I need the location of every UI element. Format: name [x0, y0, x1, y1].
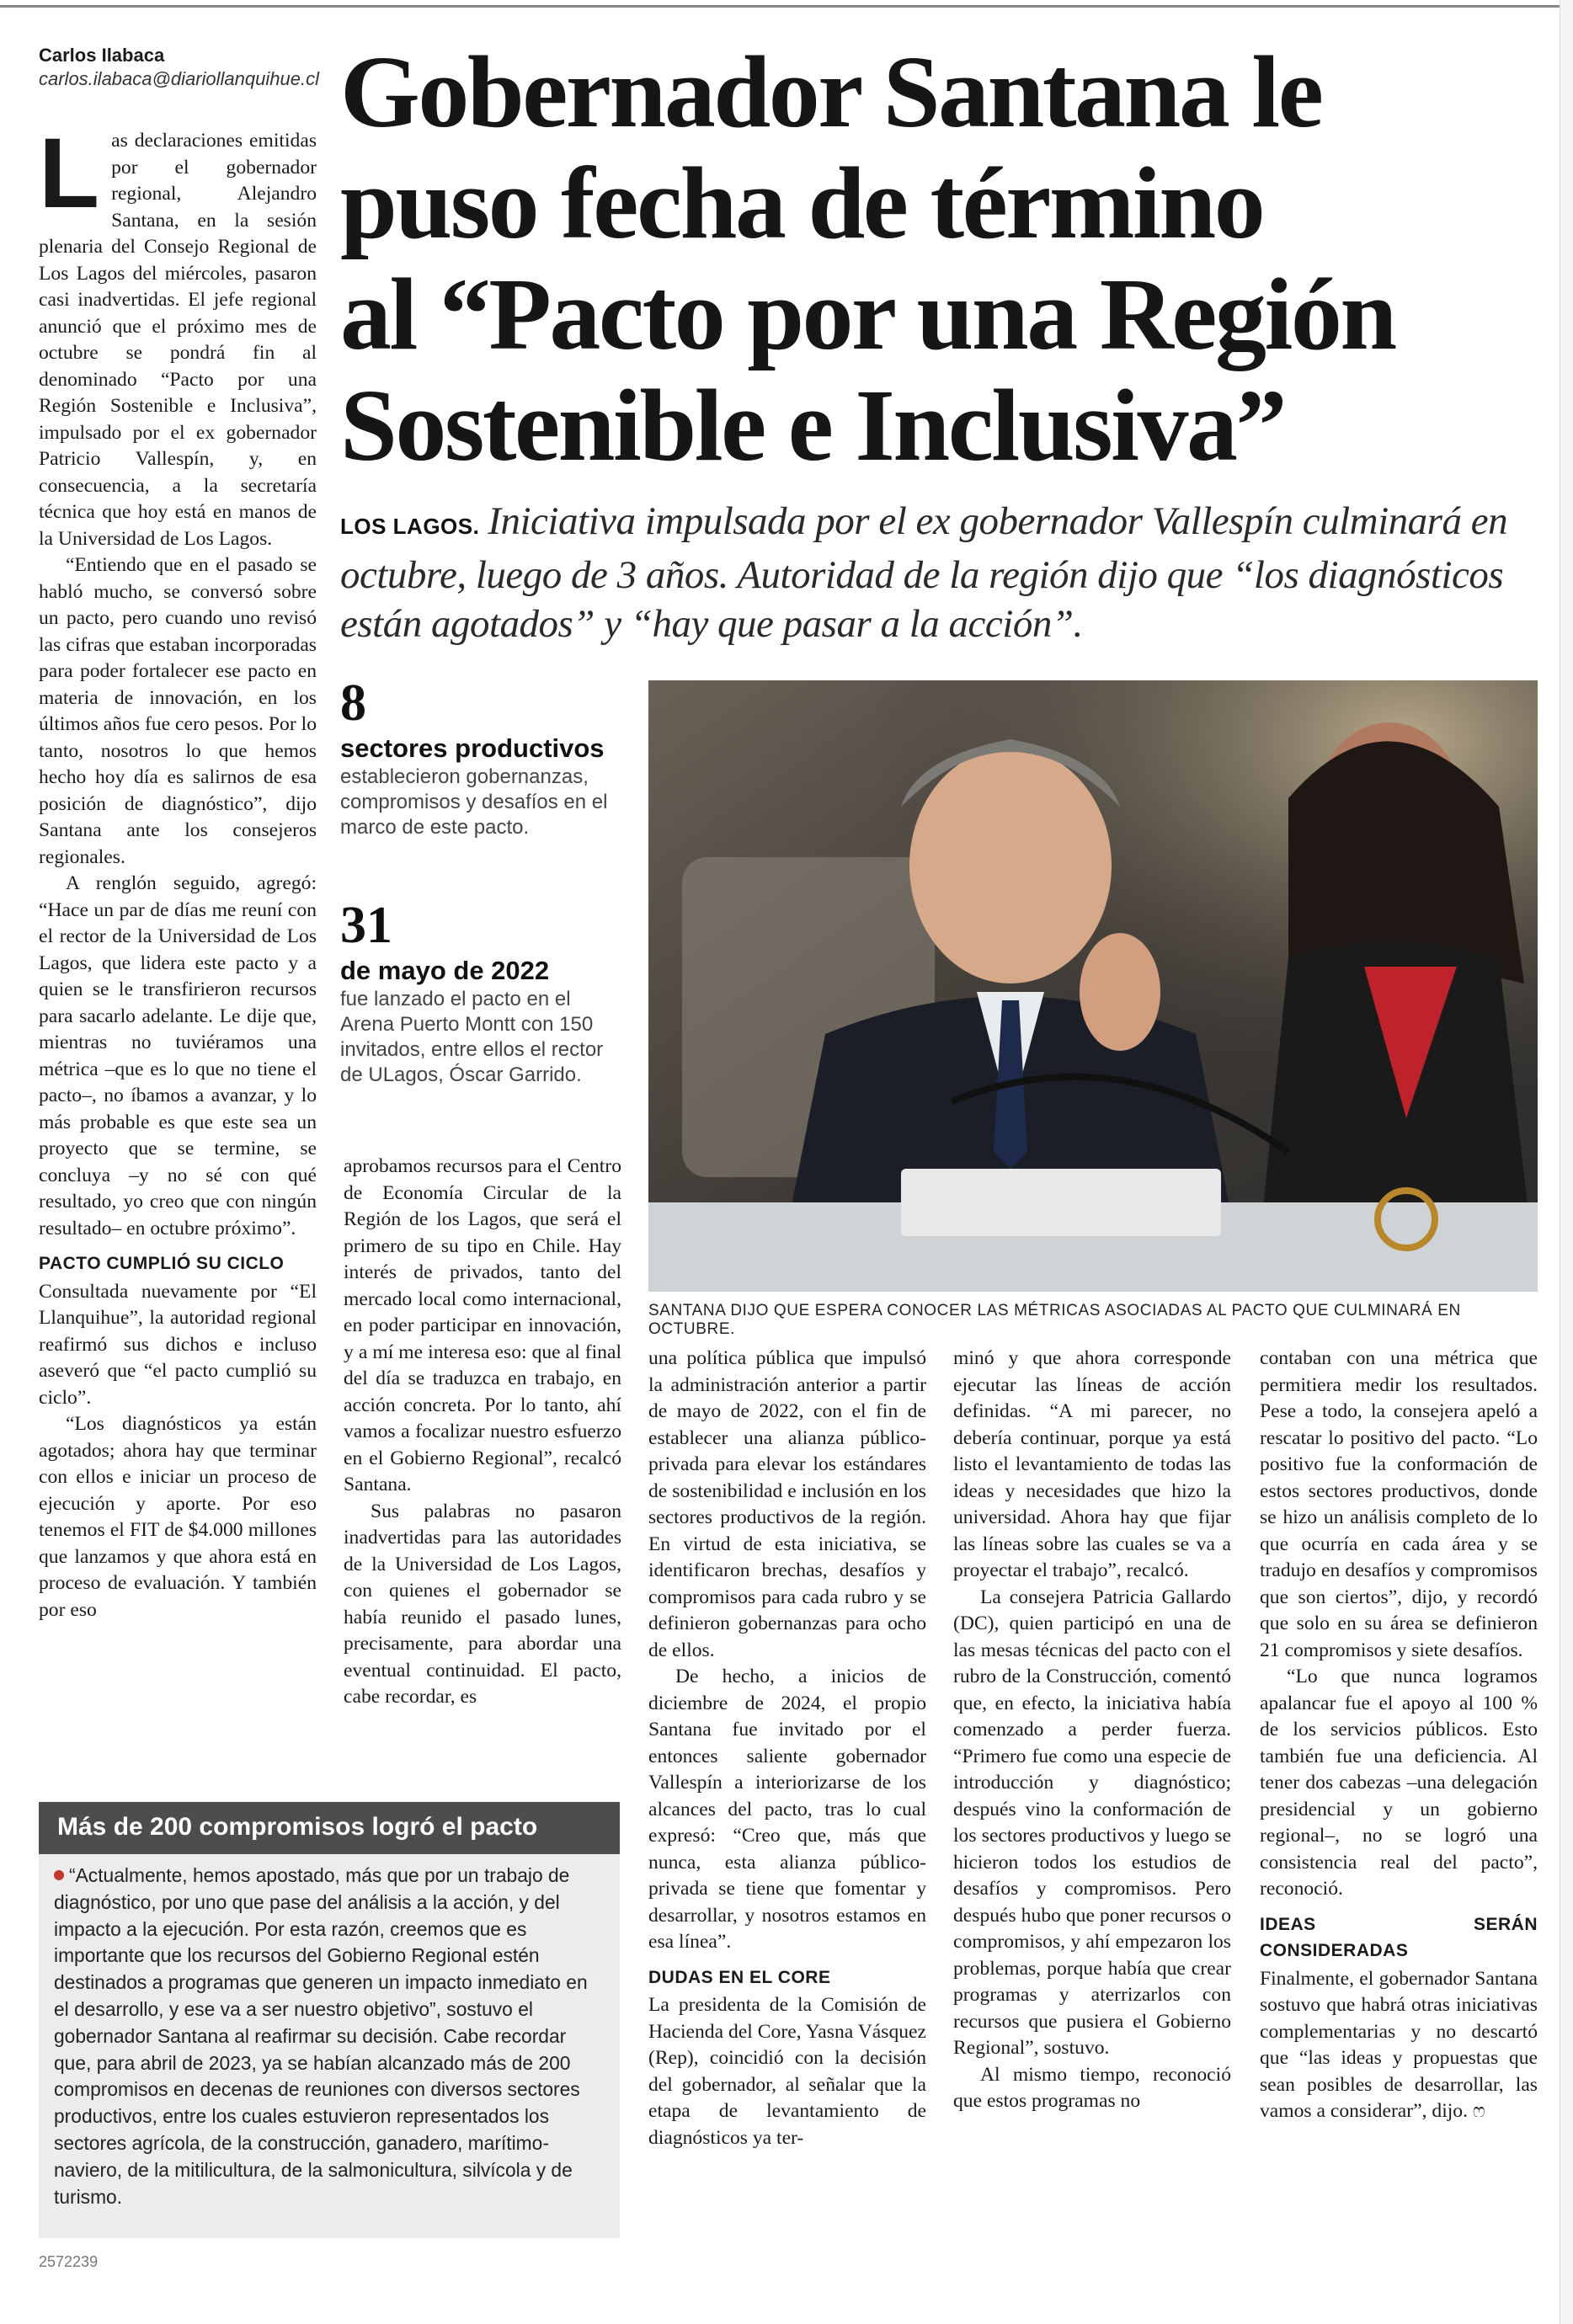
stat-number: 31	[340, 897, 392, 954]
stat-label: sectores productivos	[340, 733, 605, 763]
subhead-text: Iniciativa impulsada por el ex gobernador Vallespín culminará en octubre, luego de 3 años. Autoridad de la región dijo que “los diagnósticos están agotados” y “hay que pasar a la acción”.	[340, 499, 1508, 646]
headline-line: al “Pacto por una Región	[340, 258, 1395, 371]
paragraph: “Los diagnósticos ya están agotados; ahora hay que terminar con ellos e iniciar un proceso de ejecución y aporte. Por eso tenemos el FIT de $4.000 millones que lanzamos y que ahora está en proceso de evaluación. Y también por eso	[39, 1413, 317, 1621]
paragraph: A renglón seguido, agregó: “Hace un par de días me reuní con el rector de la Universidad de Los Lagos, que lidera este pacto y a quien se le transfirieron recursos para sacarlo adelante. Le dije que, mientras no tuviéramos una métrica –que es lo que no tiene el pacto–, no íbamos a avanzar, y lo más probable es que este sea un proyecto que se termine, se concluya –y no sé con qué resultado, yo creo que con ningún resultado– en octubre próximo”.	[39, 872, 317, 1239]
photo-illustration	[648, 680, 1538, 1292]
photo-caption: SANTANA DIJO QUE ESPERA CONOCER LAS MÉTRICAS ASOCIADAS AL PACTO QUE CULMINARÁ EN OCTUBRE.	[648, 1302, 1461, 1338]
laptop	[901, 1169, 1221, 1236]
section-heading: IDEAS SERÁN CONSIDERADAS	[1260, 1914, 1538, 1960]
headline-line: Sostenible e Inclusiva”	[340, 369, 1285, 482]
section-heading: PACTO CUMPLIÓ SU CICLO	[39, 1254, 285, 1273]
paragraph: minó y que ahora corresponde ejecutar las líneas de acción definidas. “A mi parecer, no debería continuar, porque ya está listo el levantamiento de todas las ideas y necesidades que hizo la universidad. Ahora hay que fijar las líneas sobre las cuales se va a proyectar el trabajo”, recalcó.	[953, 1347, 1231, 1581]
paragraph: “Lo que nunca logramos apalancar fue el apoyo al 100 % de los servicios públicos. Esto también fue una deficiencia. Al tener dos cabezas –una delegación presidencial y un gobierno regional–, no se logró una consistencia real del pacto”, reconoció.	[1260, 1666, 1538, 1900]
subhead	[340, 497, 1553, 648]
article-column-3	[648, 1346, 926, 2151]
person-hand	[1080, 933, 1160, 1051]
news-photo	[648, 680, 1538, 1292]
paragraph: La consejera Patricia Gallardo (DC), quien participó en una de las mesas técnicas del pacto con el rubro de la Construcción, comentó que, en efecto, la iniciativa había comenzado a perder fuerza. “Primero fue como una especie de introducción y diagnóstico; después vino la conformación de los sectores productivos y luego se hicieron todos los estudios de desafíos y compromisos. Pero después hubo que poner recursos o compromisos, y ahí empezaron los problemas, porque había que crear programas y aterrizarlos con recursos que pusiera el Gobierno Regional”, sostuvo.	[953, 1586, 1231, 2059]
bullet-icon	[54, 1870, 64, 1880]
headline-line: Gobernador Santana le	[340, 35, 1322, 149]
headline	[340, 37, 1553, 482]
paragraph: Sus palabras no pasaron inadvertidas para las autoridades de la Universidad de Los Lagos, con quienes el gobernador se había reunido el pasado lunes, precisamente, para abordar una eventual continuidad. El pacto, cabe recordar, es	[344, 1500, 621, 1708]
stat-description: fue lanzado el pacto en el Arena Puerto Montt con 150 invitados, entre ellos el rector de ULagos, Óscar Garrido.	[340, 988, 604, 1086]
top-rule	[0, 5, 1573, 8]
paragraph: Finalmente, el gobernador Santana sostuvo que habrá otras iniciativas complementarias y no descartó que “las ideas y propuestas que sean posibles de desarrollar, las vamos a considerar”, dijo. ෆ	[1260, 1967, 1538, 2122]
paragraph: La presidenta de la Comisión de Hacienda del Core, Yasna Vásquez (Rep), coincidió con la decisión del gobernador, al señalar que la etapa de levantamiento de diagnósticos ya ter-	[648, 1994, 926, 2149]
info-box-body	[54, 1863, 603, 2210]
paragraph: Consultada nuevamente por “El Llanquihue”, la autoridad regional reafirmó sus dichos e incluso aseveró que “el pacto cumplió su ciclo”.	[39, 1280, 317, 1409]
stat-description: establecieron gobernanzas, compromisos y desafíos en el marco de este pacto.	[340, 765, 608, 839]
paragraph: contaban con una métrica que permitiera medir los resultados. Pese a todo, la consejera apeló a rescatar lo positivo del pacto. “Lo positivo fue la conformación de estos sectores productivos, donde se hizo un análisis completo de lo que ocurría en cada área y se tradujo en desafíos y compromisos que son ciertos”, dijo, y recordó que solo en su área se definieron 21 compromisos y siete desafíos.	[1260, 1347, 1538, 1661]
article-column-5	[1260, 1346, 1538, 2125]
paragraph: Las declaraciones emitidas por el gobernador regional, Alejandro Santana, en la sesión plenaria del Consejo Regional de Los Lagos del miércoles, pasaron casi inadvertidas. El jefe regional anunció que el próximo mes de octubre se pondrá fin al denominado “Pacto por una Región Sostenible e Inclusiva”, impulsado por el ex gobernador Patricio Vallespín, y, en consecuencia, a la secretaría técnica que hoy está en manos de la Universidad de Los Lagos.	[39, 118, 317, 550]
info-box	[39, 1802, 620, 2238]
drop-cap: L	[39, 118, 100, 229]
section-heading: DUDAS EN EL CORE	[648, 1967, 831, 1987]
headline-line: puso fecha de término	[340, 147, 1264, 260]
info-box-header	[39, 1802, 620, 1854]
info-box-title: Más de 200 compromisos logró el pacto	[57, 1813, 538, 1841]
paragraph: una política pública que impulsó la administración anterior a partir de mayo de 2022, con el fin de establecer una alianza público-privada para elevar los estándares de sostenibilidad e inclusión en los sectores productivos de la región. En virtud de esta iniciativa, se identificaron brechas, desafíos y compromisos para cada rubro y se definieron gobernanzas para ocho de ellos.	[648, 1347, 926, 1661]
paragraph: De hecho, a inicios de diciembre de 2024, el propio Santana fue invitado por el entonces saliente gobernador Vallespín a interiorizarse de los alcances del pacto, tras lo cual expresó: “Creo que, más que nunca, esta alianza público-privada se tiene que fomentar y desarrollar, y nosotros estamos en esa línea”.	[648, 1666, 926, 1953]
end-of-article-icon: ෆ	[1472, 2101, 1485, 2122]
paragraph: Al mismo tiempo, reconoció que estos programas no	[953, 2063, 1231, 2112]
article-column-2	[344, 1154, 621, 1711]
paragraph: “Entiendo que en el pasado se habló mucho, se conversó sobre un pacto, pero cuando uno revisó las cifras que estaban incorporadas para poder fortalecer ese pacto en materia de innovación, en los últimos años fue cero pesos. Por lo tanto, nosotros lo que hemos hecho hoy día es salirnos de esa posición de diagnóstico”, dijo Santana ante los consejeros regionales.	[39, 554, 317, 868]
stat-label: de mayo de 2022	[340, 956, 550, 985]
author-email: carlos.ilabaca@diariollanquihue.cl	[39, 68, 319, 89]
paragraph: aprobamos recursos para el Centro de Economía Circular de la Región de los Lagos, que será el primero de su tipo en Chile. Hay interés de privados, tanto del mercado local como internacional, en poder participar en innovación, y a mí me interesa eso: que al final del día se traduzca en trabajo, en acción concreta. Por lo tanto, ahí vamos a focalizar nuestro esfuerzo en el Gobierno Regional”, recalcó Santana.	[344, 1155, 621, 1495]
stat-block	[340, 674, 627, 840]
info-box-text: “Actualmente, hemos apostado, más que por un trabajo de diagnóstico, por uno que pase del análisis a la acción, y del impacto a la ejecución. Por esta razón, creemos que es importante que los recursos del Gobierno Regional estén destinados a programas que generen un impacto inmediato en el desarrollo, y ese va a ser nuestro objetivo”, sostuvo el gobernador Santana al reafirmar su decisión. Cabe recordar que, para abril de 2023, ya se habían alcanzado más de 200 compromisos en decenas de reuniones con diversos sectores productivos, entre los cuales estuvieron representados los sectores agrícola, de la construcción, ganadero, marítimo-naviero, de la mitilicultura, de la salmonicultura, silvícola y de turismo.	[54, 1864, 588, 2208]
location-tag: LOS LAGOS.	[340, 514, 480, 539]
stat-block	[340, 896, 627, 1088]
article-column-1	[39, 118, 317, 1623]
person-face	[909, 748, 1112, 983]
author-name: Carlos Ilabaca	[39, 45, 165, 66]
page-code: 2572239	[39, 2253, 99, 2270]
author-byline	[39, 44, 342, 91]
adjacent-page-edge	[1560, 0, 1573, 2324]
stat-number: 8	[340, 674, 366, 732]
article-column-4	[953, 1346, 1231, 2115]
